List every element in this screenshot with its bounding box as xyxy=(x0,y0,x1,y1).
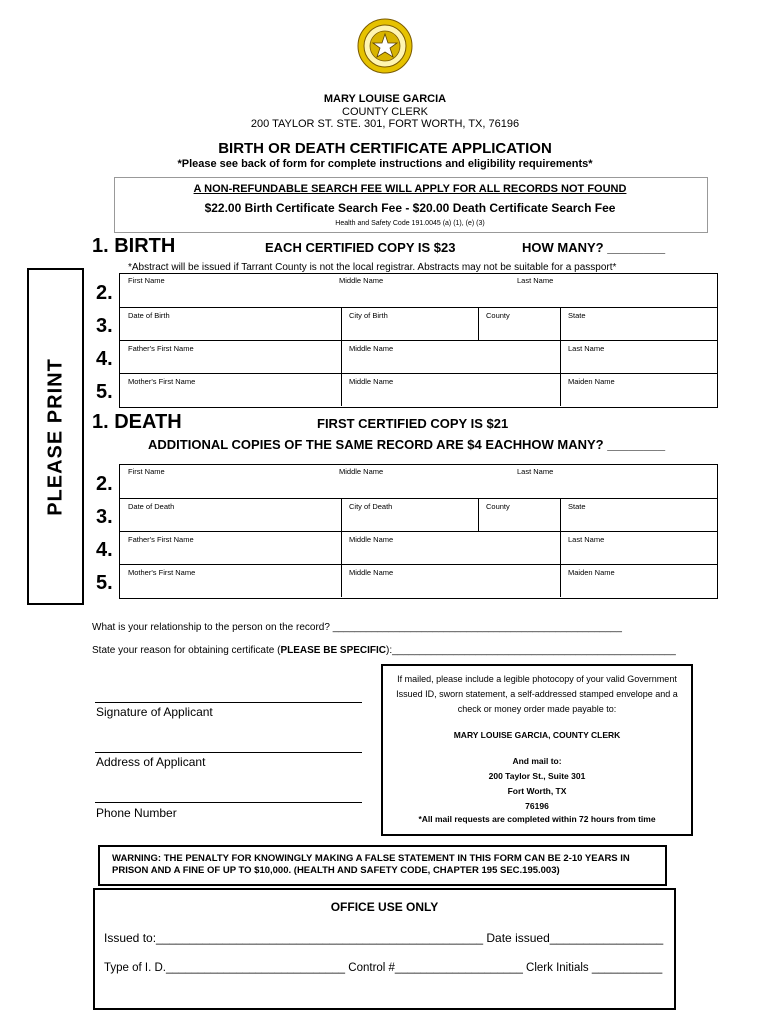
mail-street: 200 Taylor St., Suite 301 xyxy=(488,771,586,781)
issued-to-line[interactable]: Issued to:_________________________________________________ Date issued_________________ xyxy=(104,931,664,945)
birth-father-first-label: Father's First Name xyxy=(128,344,194,353)
death-number-2: 2. xyxy=(96,473,113,495)
birth-mother-maiden-label: Maiden Name xyxy=(568,377,615,386)
page-subtitle: *Please see back of form for complete instructions and eligibility requirements* xyxy=(177,158,593,170)
city-of-birth-label: City of Birth xyxy=(349,311,388,320)
mail-zip: 76196 xyxy=(525,801,549,811)
birth-father-last-label: Last Name xyxy=(568,344,605,353)
death-first-copy-price: FIRST CERTIFIED COPY IS $21 xyxy=(317,416,509,431)
city-of-death-label: City of Death xyxy=(349,502,393,511)
birth-mother-middle-label: Middle Name xyxy=(349,377,394,386)
death-state-label: State xyxy=(568,502,586,511)
birth-county-label: County xyxy=(486,311,510,320)
birth-last-name-label: Last Name xyxy=(517,276,554,285)
phone-line[interactable] xyxy=(95,802,362,803)
birth-number-4: 4. xyxy=(96,348,113,370)
phone-label: Phone Number xyxy=(96,806,177,820)
id-control-line[interactable]: Type of I. D.____________________________ Control #____________________ Clerk Initials ___________ xyxy=(104,962,663,974)
birth-number-2: 2. xyxy=(96,282,113,304)
birth-middle-name-label: Middle Name xyxy=(339,276,384,285)
death-father-first-label: Father's First Name xyxy=(128,535,194,544)
signature-line[interactable] xyxy=(95,702,362,703)
signature-label: Signature of Applicant xyxy=(96,705,213,719)
birth-heading: 1. BIRTH xyxy=(92,235,176,257)
death-first-name-label: First Name xyxy=(128,467,165,476)
birth-father-row[interactable] xyxy=(120,340,717,374)
death-additional-copy-price: ADDITIONAL COPIES OF THE SAME RECORD ARE $4 EACH xyxy=(148,437,523,452)
mail-city: Fort Worth, TX xyxy=(507,786,567,796)
please-print-box xyxy=(27,268,84,605)
birth-copy-price: EACH CERTIFIED COPY IS $23 xyxy=(265,240,456,255)
death-mother-row[interactable] xyxy=(120,564,717,597)
reason-question-line: ):___________________________________________________ xyxy=(386,645,676,656)
death-heading: 1. DEATH xyxy=(92,411,182,433)
county-seal-icon xyxy=(357,18,413,74)
death-details-grid xyxy=(119,464,718,599)
reason-question-emphasis: PLEASE BE SPECIFIC xyxy=(280,645,387,656)
clerk-name: MARY LOUISE GARCIA xyxy=(323,93,447,105)
death-middle-name-label: Middle Name xyxy=(339,467,384,476)
date-of-birth-label: Date of Birth xyxy=(128,311,170,320)
birth-how-many[interactable]: HOW MANY? ________ xyxy=(522,240,666,255)
birth-mother-row[interactable] xyxy=(120,373,717,406)
birth-father-middle-label: Middle Name xyxy=(349,344,394,353)
fee-notice-line-1: A NON-REFUNDABLE SEARCH FEE WILL APPLY FOR ALL RECORDS NOT FOUND xyxy=(193,183,627,195)
birth-number-3: 3. xyxy=(96,315,113,337)
birth-number-5: 5. xyxy=(96,381,113,403)
death-father-last-label: Last Name xyxy=(568,535,605,544)
birth-details-grid xyxy=(119,273,718,408)
mail-intro-1: If mailed, please include a legible photocopy of your valid Government xyxy=(397,674,677,684)
birth-date-row[interactable] xyxy=(120,307,717,341)
death-father-row[interactable] xyxy=(120,531,717,565)
clerk-title: COUNTY CLERK xyxy=(342,106,428,118)
death-last-name-label: Last Name xyxy=(517,467,554,476)
death-father-middle-label: Middle Name xyxy=(349,535,394,544)
warning-box xyxy=(98,845,667,886)
birth-abstract-note: *Abstract will be issued if Tarrant County is not the local registrar. Abstracts may not be suitable for a passport* xyxy=(128,262,617,273)
office-use-title: OFFICE USE ONLY xyxy=(330,900,439,914)
reason-question-prefix: State your reason for obtaining certificate ( xyxy=(92,645,281,656)
address-line[interactable] xyxy=(95,752,362,753)
death-mother-first-label: Mother's First Name xyxy=(128,568,196,577)
date-of-death-label: Date of Death xyxy=(128,502,175,511)
please-print-label: PLEASE PRINT xyxy=(44,357,66,516)
birth-mother-first-label: Mother's First Name xyxy=(128,377,196,386)
mail-completion-note: *All mail requests are completed within 72 hours from time xyxy=(418,814,656,824)
reason-question[interactable] xyxy=(92,645,676,656)
birth-state-label: State xyxy=(568,311,586,320)
address-label: Address of Applicant xyxy=(96,755,206,769)
death-number-3: 3. xyxy=(96,506,113,528)
death-county-label: County xyxy=(486,502,510,511)
fee-notice-line-2: $22.00 Birth Certificate Search Fee - $20.00 Death Certificate Search Fee xyxy=(204,201,616,215)
mail-to-label: And mail to: xyxy=(512,756,562,766)
mail-intro-2: Issued ID, sworn statement, a self-addressed stamped envelope and a xyxy=(396,689,678,699)
relationship-question[interactable]: What is your relationship to the person on the record? ____________________________________________________ xyxy=(92,622,622,633)
birth-first-name-label: First Name xyxy=(128,276,165,285)
birth-name-row[interactable] xyxy=(120,274,717,308)
death-name-row[interactable] xyxy=(120,465,717,499)
death-date-row[interactable] xyxy=(120,498,717,532)
death-mother-maiden-label: Maiden Name xyxy=(568,568,615,577)
mail-instructions-box xyxy=(381,664,693,836)
warning-text: WARNING: THE PENALTY FOR KNOWINGLY MAKING A FALSE STATEMENT IN THIS FORM CAN BE 2-10 YEARS IN PRISON AND A FINE OF UP TO $10,000. (HEALTH AND SAFETY CODE, CHAPTER 195 SEC.195.003) xyxy=(112,853,630,876)
clerk-address: 200 TAYLOR ST. STE. 301, FORT WORTH, TX, 76196 xyxy=(250,118,520,130)
office-use-box xyxy=(93,888,676,1010)
mail-intro-3: check or money order made payable to: xyxy=(457,704,617,714)
death-mother-middle-label: Middle Name xyxy=(349,568,394,577)
death-number-4: 4. xyxy=(96,539,113,561)
mail-payee: MARY LOUISE GARCIA, COUNTY CLERK xyxy=(453,730,621,740)
page-title: BIRTH OR DEATH CERTIFICATE APPLICATION xyxy=(218,140,552,157)
death-how-many[interactable]: HOW MANY? ________ xyxy=(522,437,666,452)
death-number-5: 5. xyxy=(96,572,113,594)
fee-notice-line-3: Health and Safety Code 191.0045 (a) (1), (e) (3) xyxy=(335,220,485,227)
